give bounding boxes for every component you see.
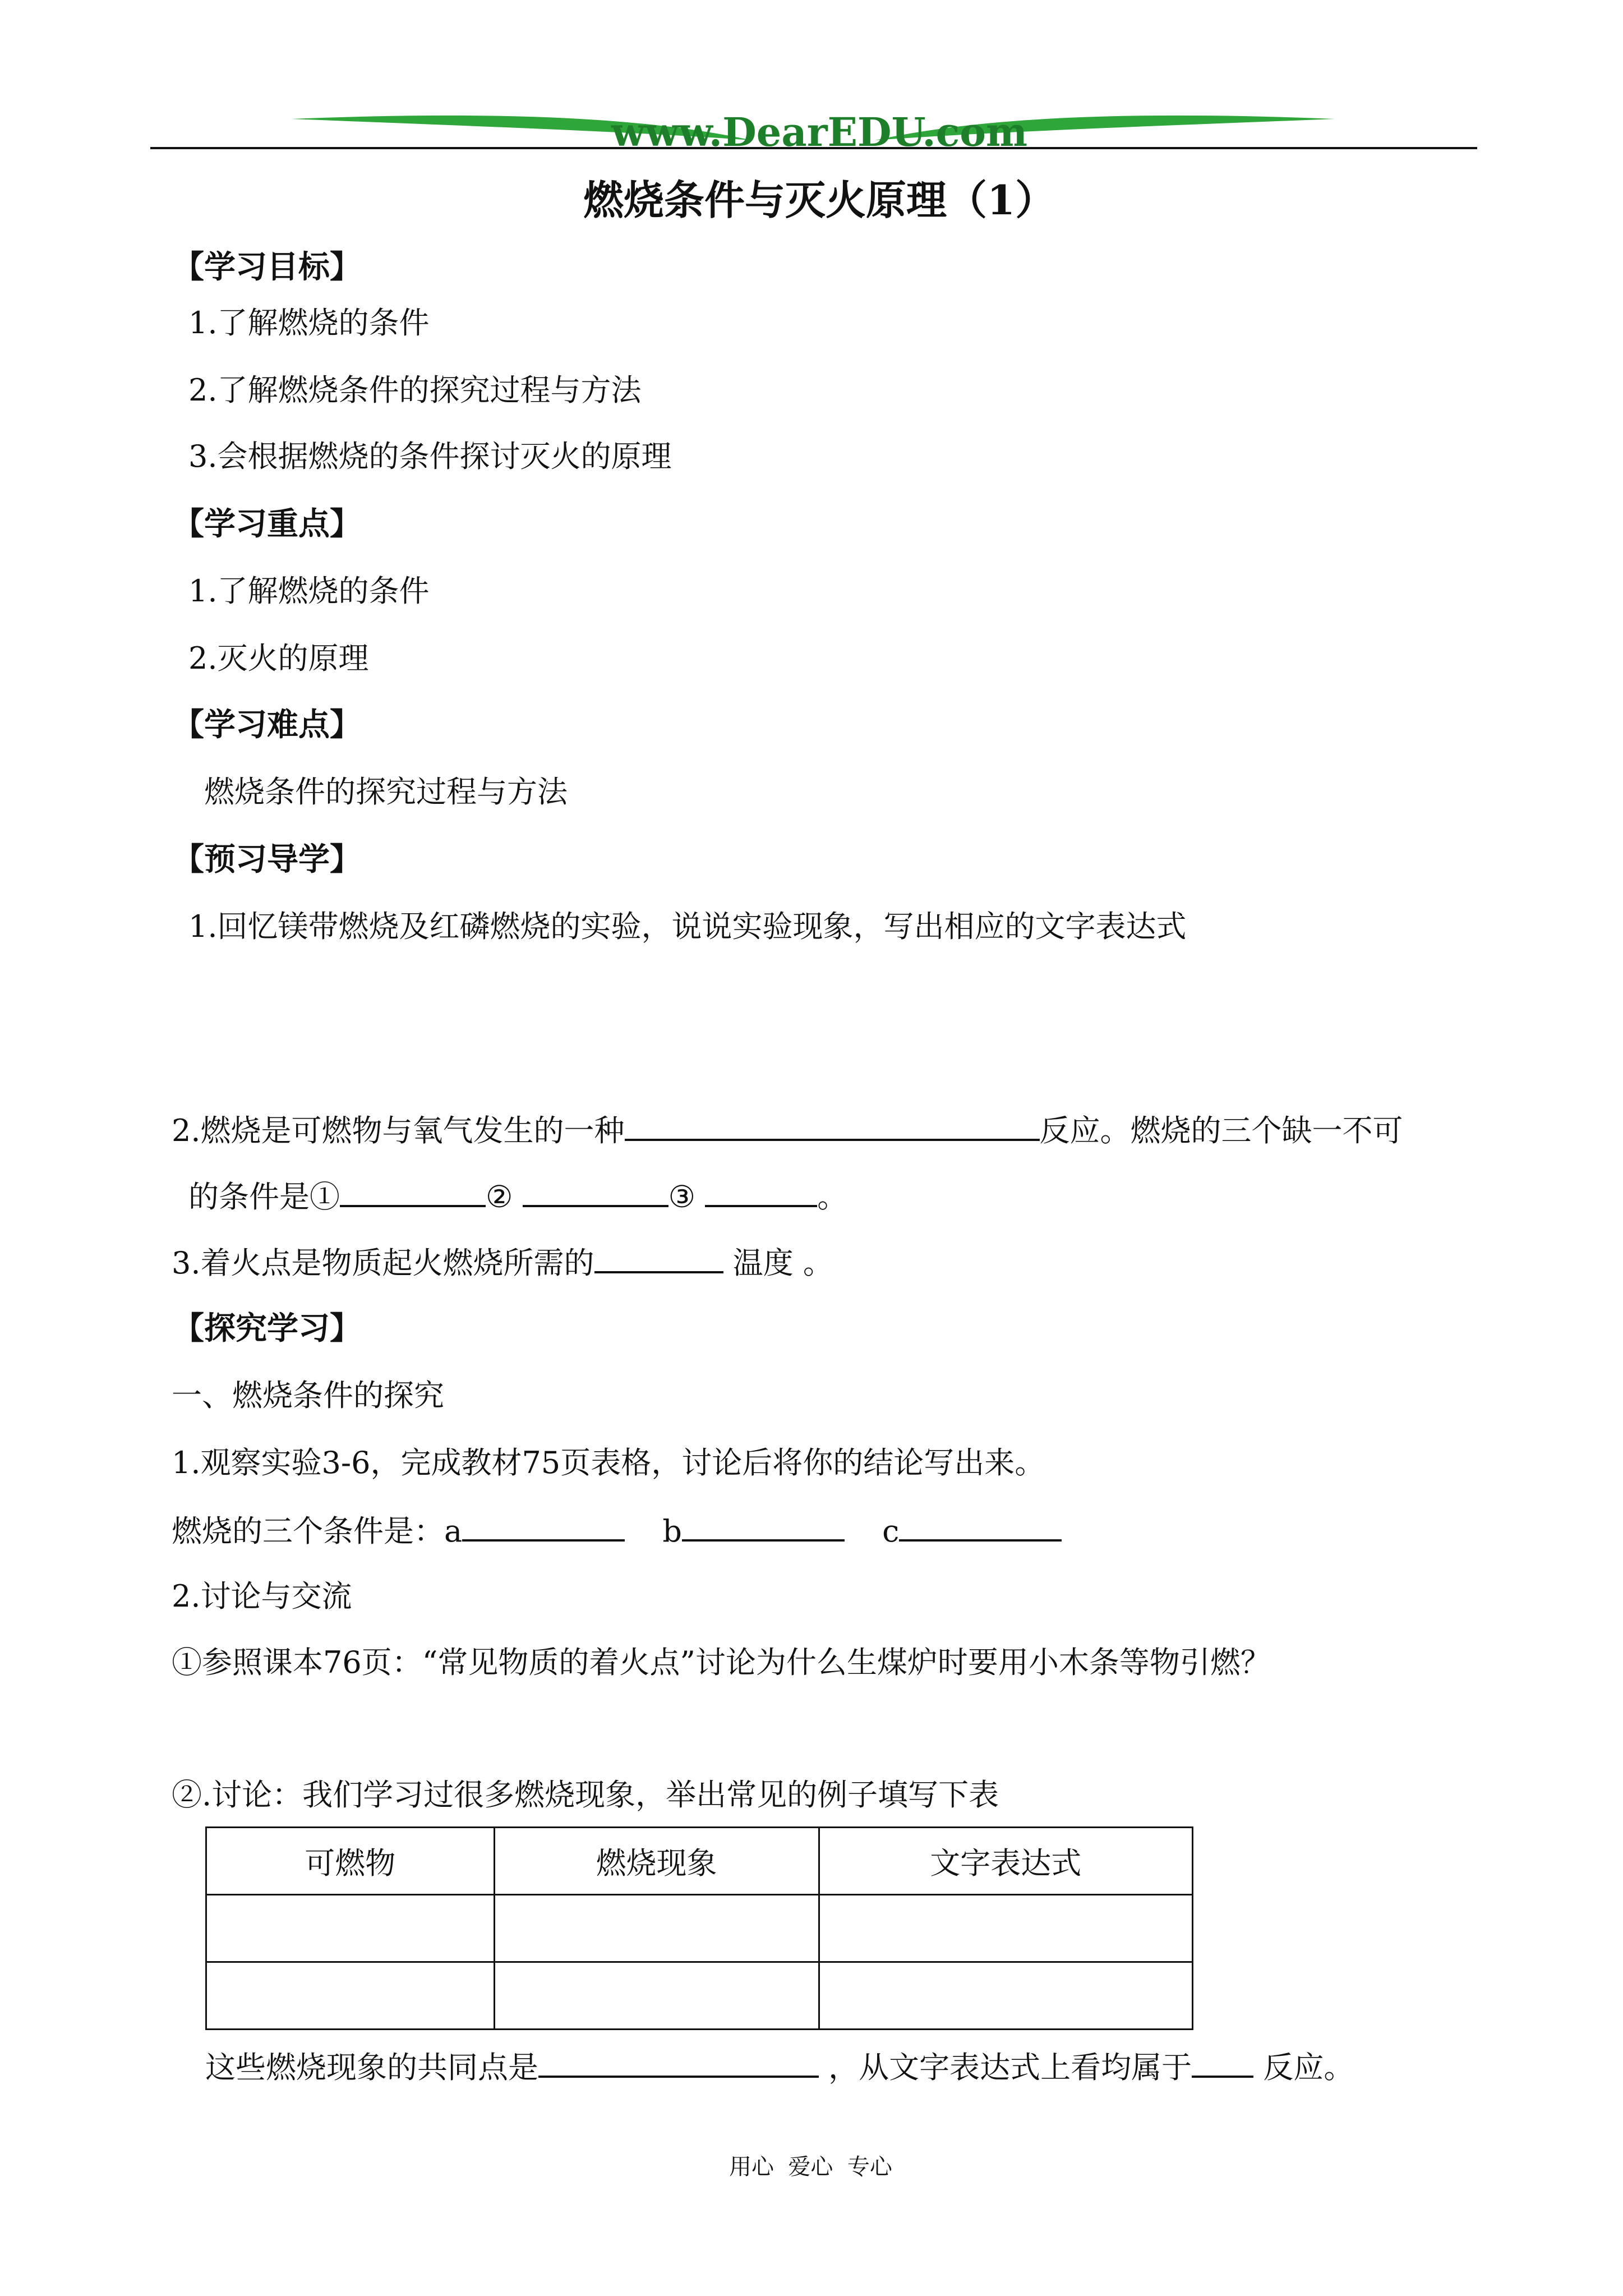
blank-cond-a[interactable] — [462, 1509, 625, 1542]
blank-cond-c[interactable] — [899, 1509, 1062, 1542]
explore-question-2-1: ①参照课本76页：“常见物质的着火点”讨论为什么生煤炉时要用小木条等物引燃？ — [172, 1645, 1271, 1680]
explore-question-1: 1.观察实验3-6，完成教材75页表格，讨论后将你的结论写出来。 — [172, 1445, 1045, 1480]
key-point-item: 2.灭火的原理 — [188, 641, 369, 676]
blank-ignition[interactable] — [594, 1241, 723, 1273]
summary-line — [205, 2045, 1354, 2088]
table-cell[interactable] — [494, 1962, 819, 2030]
preview-question-2-line2 — [188, 1175, 847, 1217]
blank-condition-3[interactable] — [705, 1175, 817, 1207]
table-cell[interactable] — [494, 1895, 819, 1962]
blank-common-point[interactable] — [538, 2045, 819, 2078]
circle-three: ③ — [668, 1179, 696, 1214]
combustion-table — [205, 1826, 1193, 2030]
table-cell[interactable] — [206, 1962, 495, 2030]
explore-section-1: 一、燃烧条件的探究 — [172, 1378, 444, 1413]
preview-question-2 — [172, 1108, 1403, 1151]
logo-text: www.DearEDU.com — [611, 109, 1028, 155]
explore-question-2: 2.讨论与交流 — [172, 1579, 352, 1614]
blank-condition-2[interactable] — [523, 1175, 668, 1207]
q2-conditions-label: 的条件是① — [188, 1179, 340, 1214]
cond-b-label: b — [662, 1513, 682, 1549]
period: 。 — [803, 1245, 833, 1281]
goals-heading: 【学习目标】 — [173, 249, 361, 286]
table-cell[interactable] — [206, 1895, 495, 1962]
q2-text-start: 2.燃烧是可燃物与氧气发生的一种 — [172, 1113, 625, 1148]
key-points-heading: 【学习重点】 — [173, 505, 361, 542]
q2-text-end: 反应。燃烧的三个缺一不可 — [1039, 1113, 1403, 1148]
cond-a-label: a — [444, 1513, 463, 1549]
q3-temperature: 温度 — [732, 1245, 794, 1281]
goal-item: 3.会根据燃烧的条件探讨灭火的原理 — [188, 439, 672, 474]
difficulties-text: 燃烧条件的探究过程与方法 — [204, 774, 568, 809]
table-header-expression: 文字表达式 — [819, 1828, 1192, 1895]
table-header-combustible: 可燃物 — [206, 1828, 495, 1895]
cond-c-label: c — [882, 1513, 900, 1549]
blank-reaction-class[interactable] — [1192, 2045, 1253, 2078]
table-cell[interactable] — [819, 1895, 1192, 1962]
page-title: 燃烧条件与灭火原理（1） — [583, 176, 1056, 224]
conditions-line — [172, 1509, 1062, 1552]
page-footer: 用心 爱心 专心 — [729, 2154, 892, 2180]
summary-text-a: 这些燃烧现象的共同点是 — [205, 2050, 538, 2085]
blank-condition-1[interactable] — [340, 1175, 486, 1207]
table-cell[interactable] — [819, 1962, 1192, 2030]
period: 。 — [817, 1179, 848, 1214]
preview-heading: 【预习导学】 — [173, 841, 361, 878]
summary-text-c: 反应。 — [1263, 2050, 1354, 2085]
preview-question-1: 1.回忆镁带燃烧及红磷燃烧的实验，说说实验现象，写出相应的文字表达式 — [188, 909, 1187, 944]
blank-reaction-type[interactable] — [625, 1108, 1040, 1141]
summary-text-b: ，从文字表达式上看均属于 — [828, 2050, 1192, 2085]
conditions-label: 燃烧的三个条件是： — [172, 1513, 444, 1549]
explore-heading: 【探究学习】 — [173, 1310, 361, 1347]
explore-question-2-2: ②.讨论：我们学习过很多燃烧现象，举出常见的例子填写下表 — [172, 1777, 999, 1812]
blank-cond-b[interactable] — [682, 1509, 845, 1542]
key-point-item: 1.了解燃烧的条件 — [188, 573, 430, 609]
goal-item: 1.了解燃烧的条件 — [188, 305, 430, 341]
circle-two: ② — [486, 1179, 513, 1214]
difficulties-heading: 【学习难点】 — [173, 706, 361, 743]
preview-question-3 — [172, 1241, 833, 1283]
q3-text: 3.着火点是物质起火燃烧所需的 — [172, 1245, 594, 1281]
goal-item: 2.了解燃烧条件的探究过程与方法 — [188, 372, 642, 408]
table-header-phenomenon: 燃烧现象 — [494, 1828, 819, 1895]
header-rule — [150, 147, 1477, 149]
